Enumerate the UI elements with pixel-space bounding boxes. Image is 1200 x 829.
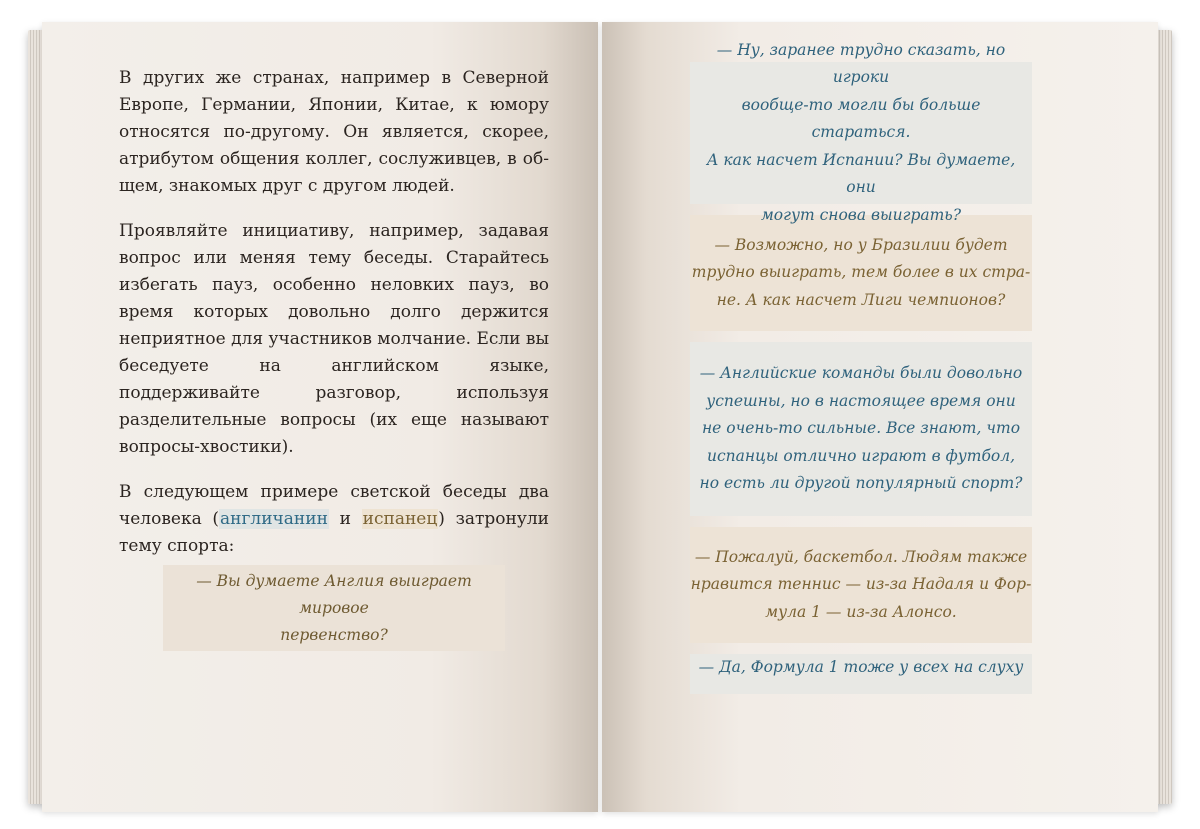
dialog-spaniard-2	[690, 527, 1032, 643]
dialog-line: нравится теннис — из-за Надаля и Фор-	[690, 575, 1032, 594]
dialog-line: — Английские команды были довольно	[699, 364, 1023, 383]
dialog-line: не. А как насчет Лиги чемпионов?	[716, 290, 1006, 309]
dialog-line: — Да, Формула 1 тоже у всех на слуху	[698, 658, 1024, 676]
paragraph-example-start: В следующем примере светской беседы два человека (	[119, 482, 549, 529]
dialog-line: но есть ли другой популярный спорт?	[699, 474, 1023, 493]
quote-line: — Вы думаете Англия выиграет мировое	[196, 571, 472, 617]
dialog-englishman-3	[690, 654, 1032, 694]
quote-line: первенство?	[280, 625, 388, 644]
spaniard-question-quote	[163, 565, 505, 651]
paragraph-humor: В других же странах, например в Северной Европе, Германии, Японии, Китае, к юмору относятся по-другому. Он является, скорее, атрибутом общения коллег, сослуживцев, в общем, знакомых друг с другом людей.	[119, 68, 549, 196]
dialog-englishman-2	[690, 342, 1032, 516]
left-page-text	[119, 65, 549, 578]
dialog-line: испанцы отлично играют в футбол,	[706, 446, 1016, 465]
dialog-englishman-1	[690, 40, 1032, 224]
dialog-line: — Пожалуй, баскетбол. Людям также	[694, 547, 1028, 566]
dialog-list	[690, 40, 1032, 705]
dialog-line: — Возможно, но у Бразилии будет	[714, 235, 1008, 254]
left-page	[42, 22, 598, 812]
paragraph-example-end: ) затронули тему спорта:	[119, 509, 549, 556]
paragraph-example	[119, 479, 549, 560]
dialog-line: могут снова выиграть?	[760, 205, 962, 224]
dialog-line: вообще-то могли бы больше стараться.	[741, 95, 981, 142]
spaniard-highlight: испанец	[362, 509, 438, 529]
dialog-line: мула 1 — из-за Алонсо.	[765, 602, 957, 621]
dialog-line: — Ну, заранее трудно сказать, но игроки	[716, 40, 1006, 87]
dialog-line: успешны, но в настоящее время они	[706, 391, 1016, 410]
dialog-line: не очень-то сильные. Все знают, что	[701, 419, 1021, 438]
englishman-highlight: англичанин	[220, 509, 328, 529]
open-book	[28, 22, 1172, 812]
paragraph-initiative: Проявляйте инициативу, например, задавая вопрос или меняя тему беседы. Старайтесь избегать пауз, особенно неловких пауз, во время которых довольно долго держится неприятное для участников молчание. Если вы беседуете на английском языке, поддерживайте разговор, используя разделительные вопросы (их еще называют вопросы-хвостики).	[119, 221, 550, 457]
dialog-spaniard-1	[690, 215, 1032, 331]
dialog-line: трудно выиграть, тем более в их стра-	[691, 263, 1031, 282]
paragraph-example-and: и	[328, 509, 362, 529]
dialog-line: А как насчет Испании? Вы думаете, они	[706, 150, 1016, 197]
right-page	[602, 22, 1158, 812]
